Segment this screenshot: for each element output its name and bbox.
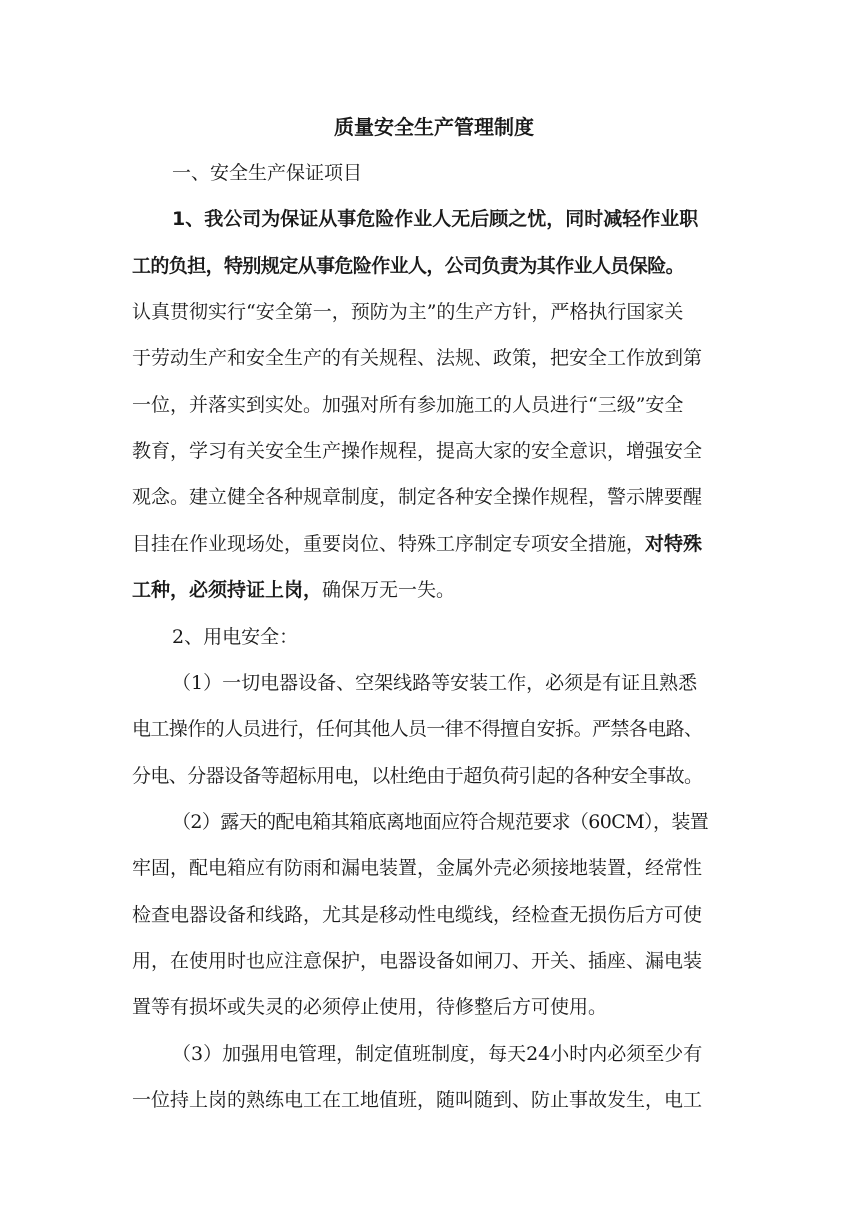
item2-p2-line-3: 检查电器设备和线路，尤其是移动性电缆线，经检查无损伤后方可使: [132, 904, 703, 926]
item2-p2-line-5: 置等有损坏或失灵的必须停止使用，待修整后方可使用。: [132, 996, 608, 1018]
item1-line-6: 教育，学习有关安全生产操作规程，提高大家的安全意识，增强安全: [132, 440, 703, 462]
item2-p2-line-2: 牢固，配电箱应有防雨和漏电装置，金属外壳必须接地装置，经常性: [132, 857, 703, 879]
item2-p3-line-2: 一位持上岗的熟练电工在工地值班，随叫随到、防止事故发生，电工: [132, 1089, 703, 1111]
item1-line-5: 一位，并落实到实处。加强对所有参加施工的人员进行“三级”安全: [132, 394, 684, 416]
item1-line-4: 于劳动生产和安全生产的有关规程、法规、政策，把安全工作放到第: [132, 347, 703, 369]
item1-line-9-bold: 工种，必须持证上岗，: [132, 579, 323, 601]
item2-p1-line-3: 分电、分器设备等超标用电，以杜绝由于超负荷引起的各种安全事故。: [132, 765, 703, 787]
item1-line-1: 1、我公司为保证从事危险作业人无后顾之忧，同时减轻作业职: [172, 208, 699, 230]
item2-p2-line-4: 用，在使用时也应注意保护，电器设备如闸刀、开关、插座、漏电装: [132, 950, 703, 972]
item1-line-8: [132, 531, 752, 557]
item1-line-9: [132, 577, 752, 603]
section-heading: 一、安全生产保证项目: [172, 162, 363, 184]
document-title: 质量安全生产管理制度: [334, 115, 534, 139]
item2-heading: 2、用电安全：: [172, 626, 299, 648]
item2-p1-line-1: （1）一切电器设备、空架线路等安装工作，必须是有证且熟悉: [172, 672, 698, 694]
item2-p2-line-1: （2）露天的配电箱其箱底离地面应符合规范要求（60CM），装置: [172, 811, 709, 833]
item2-p1-line-2: 电工操作的人员进行，任何其他人员一律不得擅自安拆。严禁各电路、: [132, 718, 703, 740]
item1-line-8-bold: 对特殊: [645, 533, 703, 555]
item1-line-8-plain: 目挂在作业现场处，重要岗位、特殊工序制定专项安全措施，: [132, 533, 646, 555]
item1-line-2: 工的负担，特别规定从事危险作业人，公司负责为其作业人员保险。: [132, 255, 685, 277]
item2-p3-line-1: （3）加强用电管理，制定值班制度，每天24小时内必须至少有: [172, 1043, 703, 1065]
item1-line-3: 认真贯彻实行“安全第一，预防为主”的生产方针，严格执行国家关: [132, 301, 684, 323]
item1-line-9-plain: 确保万无一失。: [322, 579, 456, 601]
item1-line-7: 观念。建立健全各种规章制度，制定各种安全操作规程，警示牌要醒: [132, 486, 703, 508]
